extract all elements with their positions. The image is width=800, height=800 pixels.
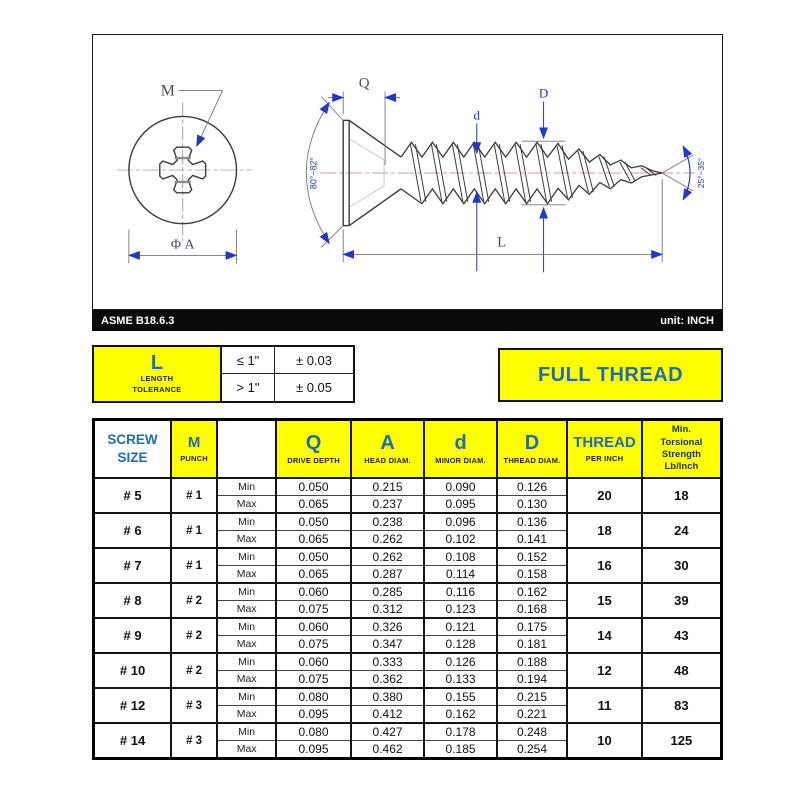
screw-size-cell: # 6 [94,513,172,548]
min-label-cell: Min [217,513,276,531]
thread-diam-header-caption: THREAD DIAM. [503,456,561,465]
standard-name: ASME B18.6.3 [101,314,175,327]
punch-label: M [160,82,175,100]
thread-diam-max-cell: 0.130 [497,496,567,514]
col-header-threads-per-inch [567,420,642,479]
thread-diam-max-cell: 0.181 [497,636,567,654]
col-header-drive-depth [276,420,351,479]
max-label-cell: Max [217,741,276,759]
head-diam-max-cell: 0.312 [351,601,425,619]
max-label-cell: Max [217,671,276,689]
minor-diam-min-cell: 0.096 [424,513,497,531]
head-diam-header-symbol: A [380,432,395,454]
min-label-cell: Min [217,583,276,601]
min-label-cell: Min [217,653,276,671]
head-diameter-label: Φ A [170,237,195,253]
punch-cell: # 2 [171,653,217,688]
min-label-cell: Min [217,478,276,496]
screw-drawing [93,35,722,309]
length-caption-line2: TOLERANCE [132,385,182,394]
spec-row-min [94,723,722,741]
head-diam-min-cell: 0.238 [351,513,425,531]
drive-depth-header-caption: DRIVE DEPTH [287,456,340,465]
screw-size-header-line2: SIZE [117,450,148,465]
thread-diam-max-cell: 0.168 [497,601,567,619]
head-diam-max-cell: 0.347 [351,636,425,654]
minor-diam-min-cell: 0.121 [424,618,497,636]
minor-diam-min-cell: 0.155 [424,688,497,706]
minor-diam-max-cell: 0.102 [424,531,497,549]
head-diam-max-cell: 0.262 [351,531,425,549]
minor-diam-max-cell: 0.123 [424,601,497,619]
minor-diam-min-cell: 0.126 [424,653,497,671]
thread-diam-max-cell: 0.158 [497,566,567,584]
spec-table-container [92,418,723,760]
length-label: L [497,234,507,251]
drive-depth-min-cell: 0.060 [276,653,351,671]
drive-depth-max-cell: 0.065 [276,566,351,584]
drive-depth-dimension [328,76,400,165]
minor-diam-min-cell: 0.108 [424,548,497,566]
punch-cell: # 2 [171,618,217,653]
thread-diam-min-cell: 0.248 [497,723,567,741]
col-header-screw-size [94,420,172,479]
punch-cell: # 3 [171,723,217,759]
head-diam-max-cell: 0.462 [351,741,425,759]
punch-header-caption: PUNCH [180,453,208,463]
full-thread-label: FULL THREAD [537,363,684,386]
drive-depth-max-cell: 0.065 [276,531,351,549]
max-label-cell: Max [217,706,276,724]
tpi-header-caption: PER INCH [585,453,624,463]
unit-label: unit: INCH [660,314,714,327]
min-label-cell: Min [217,688,276,706]
spec-table [92,418,723,760]
minor-diam-header-caption: MINOR DIAM. [435,456,486,465]
punch-header-symbol: M [187,434,201,452]
head-diam-min-cell: 0.380 [351,688,425,706]
tolerance-condition-2: > 1" [222,374,275,401]
col-header-minmax [217,420,276,479]
spec-row-min [94,478,722,496]
drawing-title-bar [92,310,723,331]
drive-depth-min-cell: 0.050 [276,548,351,566]
screw-side-view [306,76,706,273]
minor-diam-min-cell: 0.178 [424,723,497,741]
thread-diameter-label: D [538,85,549,101]
thread-diam-min-cell: 0.162 [497,583,567,601]
max-label-cell: Max [217,566,276,584]
drive-depth-min-cell: 0.080 [276,723,351,741]
thread-diam-min-cell: 0.152 [497,548,567,566]
minor-diam-max-cell: 0.162 [424,706,497,724]
torsional-strength-cell: 18 [642,478,722,513]
minor-diam-max-cell: 0.133 [424,671,497,689]
thread-diam-min-cell: 0.188 [497,653,567,671]
screw-size-cell: # 12 [94,688,172,723]
head-diam-max-cell: 0.362 [351,671,425,689]
spec-row-min [94,583,722,601]
head-diam-min-cell: 0.262 [351,548,425,566]
drive-depth-max-cell: 0.095 [276,741,351,759]
screw-size-header-line1: SCREW [107,431,158,447]
head-diam-min-cell: 0.333 [351,653,425,671]
length-tolerance-box [92,345,355,403]
screw-size-cell: # 14 [94,723,172,759]
screw-size-cell: # 7 [94,548,172,583]
col-header-thread-diam [497,420,567,479]
minor-diam-max-cell: 0.114 [424,566,497,584]
threads-per-inch-cell: 16 [567,548,642,583]
tolerance-value-2: ± 0.05 [295,380,333,395]
tpi-header-title: THREAD [573,434,636,452]
minor-diam-max-cell: 0.128 [424,636,497,654]
drive-depth-max-cell: 0.075 [276,601,351,619]
head-diam-max-cell: 0.412 [351,706,425,724]
head-diam-header-caption: HEAD DIAM. [364,456,411,465]
minor-diam-max-cell: 0.095 [424,496,497,514]
thread-diam-max-cell: 0.141 [497,531,567,549]
spec-row-min [94,618,722,636]
spec-table-header-row [94,420,722,479]
thread-diam-max-cell: 0.221 [497,706,567,724]
length-tolerance-symbol-cell [94,347,222,401]
head-angle-label: 80°~82° [308,156,319,190]
spec-row-min [94,513,722,531]
thread-diam-max-cell: 0.194 [497,671,567,689]
punch-leader-line [197,91,223,147]
drive-depth-max-cell: 0.065 [276,496,351,514]
head-diam-min-cell: 0.285 [351,583,425,601]
max-label-cell: Max [217,531,276,549]
col-header-torsional-strength [642,420,722,479]
min-label-cell: Min [217,618,276,636]
spec-table-body [94,478,722,759]
punch-cell: # 1 [171,548,217,583]
screw-size-cell: # 8 [94,583,172,618]
head-diam-max-cell: 0.237 [351,496,425,514]
full-thread-banner [498,348,723,402]
punch-cell: # 3 [171,688,217,723]
drive-depth-min-cell: 0.050 [276,478,351,496]
threads-per-inch-cell: 15 [567,583,642,618]
spec-row-min [94,548,722,566]
drive-depth-label: Q [358,75,370,92]
drive-depth-min-cell: 0.050 [276,513,351,531]
thread-diam-min-cell: 0.136 [497,513,567,531]
drive-depth-min-cell: 0.060 [276,618,351,636]
thread-diam-min-cell: 0.126 [497,478,567,496]
punch-cell: # 1 [171,478,217,513]
minor-diam-min-cell: 0.116 [424,583,497,601]
punch-cell: # 1 [171,513,217,548]
min-label-cell: Min [217,723,276,741]
min-label-cell: Min [217,548,276,566]
thread-diam-min-cell: 0.215 [497,688,567,706]
torsional-strength-cell: 30 [642,548,722,583]
torsional-strength-cell: 24 [642,513,722,548]
max-label-cell: Max [217,496,276,514]
drive-depth-max-cell: 0.075 [276,671,351,689]
thread-diam-header-symbol: D [524,432,540,454]
col-header-minor-diam [424,420,497,479]
strength-header-line4: Lb/Inch [664,461,699,473]
minor-diameter-label: d [473,107,481,123]
max-label-cell: Max [217,601,276,619]
torsional-strength-cell: 48 [642,653,722,688]
col-header-punch [171,420,217,479]
thread-diameter-dimension [522,86,566,273]
screw-head-front-view [117,83,253,264]
length-caption-line1: LENGTH [140,373,174,383]
minor-diam-header-symbol: d [454,432,467,454]
threads-per-inch-cell: 18 [567,513,642,548]
strength-header-line3: Strength [661,449,701,460]
threads-per-inch-cell: 14 [567,618,642,653]
technical-drawing-frame [92,34,723,310]
strength-header-line2: Torsional [660,436,703,448]
minor-diam-max-cell: 0.185 [424,741,497,759]
head-diam-max-cell: 0.287 [351,566,425,584]
threads-per-inch-cell: 10 [567,723,642,759]
drive-depth-max-cell: 0.075 [276,636,351,654]
threads-per-inch-cell: 12 [567,653,642,688]
thread-diam-max-cell: 0.254 [497,741,567,759]
col-header-head-diam [351,420,425,479]
point-angle-label: 25°~35° [696,157,707,189]
thread-diam-min-cell: 0.175 [497,618,567,636]
punch-cell: # 2 [171,583,217,618]
tolerance-condition-1: ≤ 1" [222,347,275,374]
head-angle-annotation [306,97,343,248]
max-label-cell: Max [217,636,276,654]
threads-per-inch-cell: 11 [567,688,642,723]
torsional-strength-cell: 83 [642,688,722,723]
head-diam-min-cell: 0.215 [351,478,425,496]
drive-depth-min-cell: 0.060 [276,583,351,601]
drive-depth-max-cell: 0.095 [276,706,351,724]
spec-row-min [94,688,722,706]
tolerance-value-1: ± 0.03 [275,347,353,374]
length-symbol: L [150,351,164,374]
minor-diam-min-cell: 0.090 [424,478,497,496]
strength-header-line1: Min. [671,424,691,436]
screw-size-cell: # 9 [94,618,172,653]
torsional-strength-cell: 125 [642,723,722,759]
drive-depth-header-symbol: Q [305,432,322,454]
torsional-strength-cell: 43 [642,618,722,653]
head-diam-min-cell: 0.427 [351,723,425,741]
torsional-strength-cell: 39 [642,583,722,618]
drive-depth-min-cell: 0.080 [276,688,351,706]
spec-row-min [94,653,722,671]
screw-size-cell: # 5 [94,478,172,513]
screw-size-cell: # 10 [94,653,172,688]
head-diam-min-cell: 0.326 [351,618,425,636]
threads-per-inch-cell: 20 [567,478,642,513]
